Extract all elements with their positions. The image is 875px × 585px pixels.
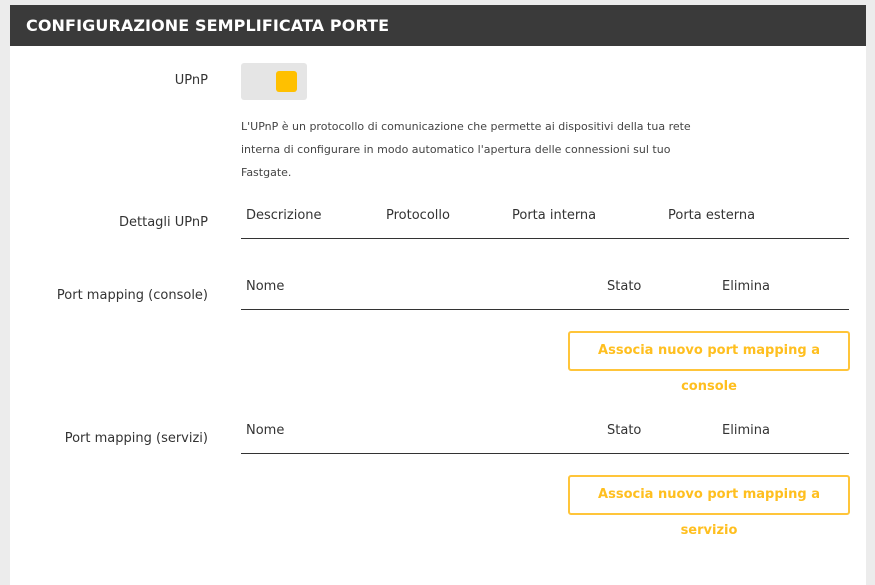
add-servizio-port-mapping-button[interactable]: Associa nuovo port mapping a servizio: [568, 475, 850, 515]
upnp-description: L'UPnP è un protocollo di comunicazione che permette ai dispositivi della tua rete interna di configurare in modo automatico l'apertura delle connessioni sul tuo Fastgate.: [241, 120, 691, 179]
column-header-elimina: Elimina: [722, 423, 770, 438]
upnp-toggle[interactable]: [241, 63, 307, 100]
page-title: CONFIGURAZIONE SEMPLIFICATA PORTE: [10, 5, 866, 46]
toggle-knob: [276, 71, 297, 92]
port-mapping-console-label: Port mapping (console): [56, 288, 208, 303]
column-header-stato: Stato: [607, 279, 642, 294]
add-console-port-mapping-button[interactable]: Associa nuovo port mapping a console: [568, 331, 850, 371]
column-header-porta-esterna: Porta esterna: [668, 208, 756, 223]
column-header-stato: Stato: [607, 423, 642, 438]
upnp-details-table-header: [241, 208, 849, 239]
column-header-protocollo: Protocollo: [386, 208, 450, 223]
console-table-header: [241, 279, 849, 310]
upnp-label: UPnP: [174, 73, 208, 88]
column-header-porta-interna: Porta interna: [512, 208, 597, 223]
port-mapping-servizi-label: Port mapping (servizi): [64, 431, 208, 446]
column-header-nome: Nome: [246, 423, 285, 438]
servizi-table-header: [241, 423, 849, 454]
column-header-nome: Nome: [246, 279, 285, 294]
upnp-details-label: Dettagli UPnP: [119, 215, 208, 230]
column-header-descrizione: Descrizione: [246, 208, 322, 223]
port-config-panel: [10, 5, 866, 585]
column-header-elimina: Elimina: [722, 279, 770, 294]
